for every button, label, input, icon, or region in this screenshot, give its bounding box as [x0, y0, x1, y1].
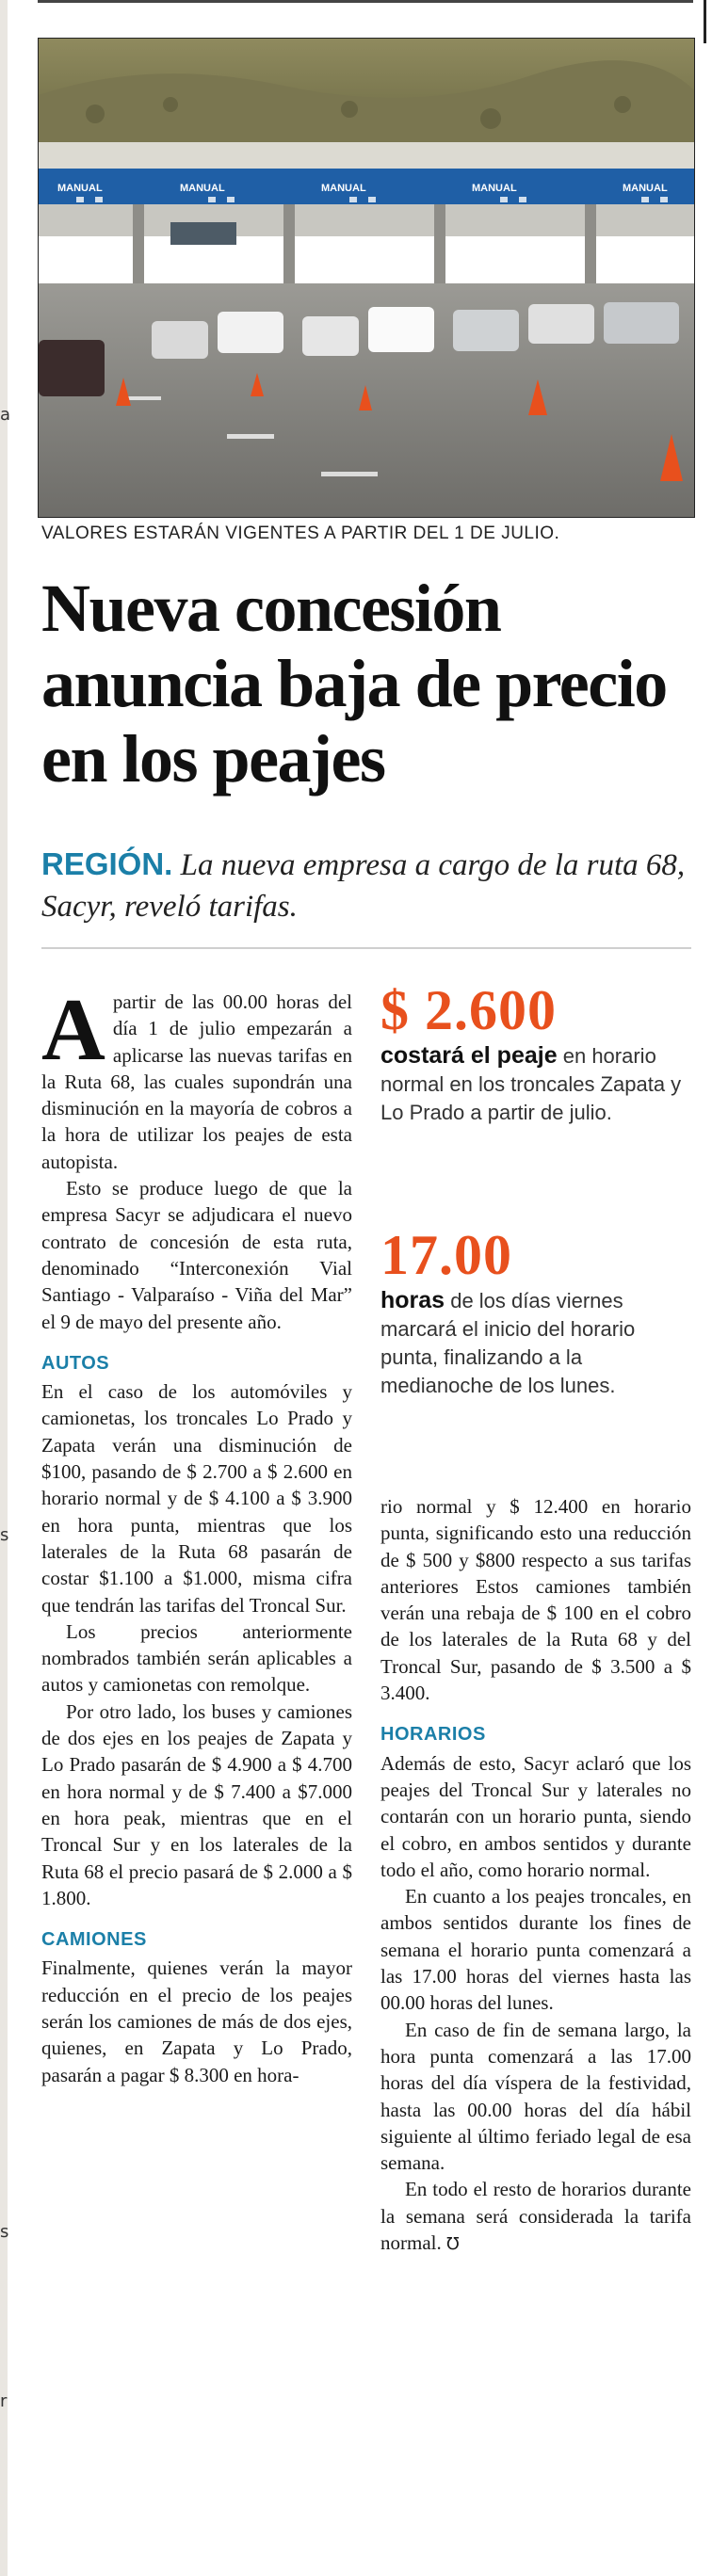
booth-sign: MANUAL	[57, 183, 103, 194]
right-column	[380, 1493, 691, 2258]
paragraph: Por otro lado, los buses y camiones de dos ejes en los peajes de Zapata y Lo Prado pasarán de $ 4.900 a $ 4.700 en hora normal y de $ 7.400 a $7.000 en hora peak, mientras que en el Troncal Sur y en los laterales de la Ruta 68 el precio pasará de $ 2.000 a $ 1.800.	[41, 1699, 352, 1909]
left-column	[41, 981, 352, 2088]
paragraph: En el caso de los automóviles y camionetas, los troncales Lo Prado y Zapata verán una disminución de $100, pasando de $ 2.700 a $ 2.600 en horario normal y de $ 4.100 a $ 3.900 en hora punta, mientras que los laterales de la Ruta 68 pasarán de costar $1.100 a $1.000, misma cifra que tendrán las tarifas del Troncal Sur.	[41, 1380, 352, 1617]
paragraph: Esto se produce luego de que la empresa Sacyr se adjudicara el nuevo contrato de concesión de esta ruta, denominado “Interconexión Vial Santiago - Valparaíso - Viña del Mar” el 9 de mayo del presente año.	[41, 1177, 352, 1333]
right-page-edge	[693, 0, 712, 56]
paragraph	[380, 2176, 691, 2258]
stat-description	[380, 1286, 691, 1400]
section-title-autos: AUTOS	[41, 1352, 110, 1374]
left-page-edge	[0, 0, 11, 2576]
paragraph: rio normal y $ 12.400 en horario punta, significando esto una reducción de $ 500 y $800 respecto a sus tarifas anteriores Estos camiones también verán una rebaja de $ 100 en el cobro de los laterales de la Ruta 68 y del Troncal Sur, pasando de $ 3.500 a $ 3.400.	[380, 1495, 691, 1705]
stat-lead: horas	[380, 1287, 445, 1313]
paragraph: En caso de fin de semana largo, la hora punta comenzará a las 17.00 horas del día víspera de la festividad, hasta las 00.00 horas del día hábil siguiente al último feriado legal de esa semana.	[380, 2018, 691, 2175]
deck-text: La nueva empresa a cargo de la ruta 68, Sacyr, reveló tarifas.	[41, 848, 686, 924]
section-title-camiones: CAMIONES	[41, 1929, 147, 1951]
stat-value: 17.00	[380, 1224, 512, 1286]
end-mark-icon: ℧	[445, 2234, 460, 2255]
section-title-horarios: HORARIOS	[380, 1724, 486, 1746]
toll-plaza-photo	[38, 38, 695, 518]
stat-value: $ 2.600	[380, 979, 557, 1041]
edge-glyph: s	[0, 1525, 9, 1545]
stat-text: de los días viernes marcará el inicio del horario punta, finalizando a la medianoche de los lunes.	[380, 1289, 636, 1397]
paragraph: Finalmente, quienes verán la mayor reducción en el precio de los peajes serán los camiones de más de dos ejes, quienes, en Zapata y Lo Prado, pasarán a pagar $ 8.300 en hora-	[41, 1956, 352, 2086]
paragraph: En cuanto a los peajes troncales, en ambos sentidos durante los fines de semana el horario punta comenzará a las 17.00 horas del viernes hasta las 00.00 horas del lunes.	[380, 1885, 691, 2015]
stat-box-2	[380, 1224, 691, 1400]
deck	[41, 844, 691, 927]
photo-caption: VALORES ESTARÁN VIGENTES A PARTIR DEL 1 DE JULIO.	[41, 523, 560, 543]
booth-sign: MANUAL	[623, 183, 668, 194]
intro-paragraph	[41, 981, 352, 1175]
headline: Nueva concesión anuncia baja de precio en los peajes	[41, 571, 667, 797]
dropcap: A	[41, 981, 105, 1079]
paragraph: Además de esto, Sacyr aclaró que los peajes del Troncal Sur y laterales no contarán con un horario punta, siendo el cobro, en ambos sentidos y durante todo el año, como horario normal.	[380, 1751, 691, 1881]
booth-sign: MANUAL	[180, 183, 225, 194]
booth-sign: MANUAL	[472, 183, 517, 194]
deck-region: REGIÓN.	[41, 846, 173, 881]
stat-description	[380, 1041, 691, 1127]
stat-text: en horario normal en los troncales Zapata y Lo Prado a partir de julio.	[380, 1044, 682, 1124]
paragraph: Los precios anteriormente nombrados también serán aplicables a autos y camionetas con remolque.	[41, 1619, 352, 1697]
top-rule	[38, 0, 693, 3]
stat-lead: costará el peaje	[380, 1042, 558, 1069]
stat-box-1	[380, 979, 691, 1127]
paragraph-text: En todo el resto de horarios durante la semana será considerada la tarifa normal.	[380, 2178, 691, 2255]
intro-text: partir de las 00.00 horas del día 1 de julio empezarán a aplicarse las nuevas tarifas en la Ruta 68, las cuales supondrán una disminución en la mayoría de cobros a la hora de utilizar los peajes de esta autopista.	[41, 990, 352, 1173]
edge-glyph: r	[0, 2391, 8, 2411]
booth-sign: MANUAL	[321, 183, 366, 194]
edge-glyph: a	[0, 405, 11, 425]
edge-glyph: s	[0, 2222, 9, 2242]
divider	[41, 947, 691, 949]
